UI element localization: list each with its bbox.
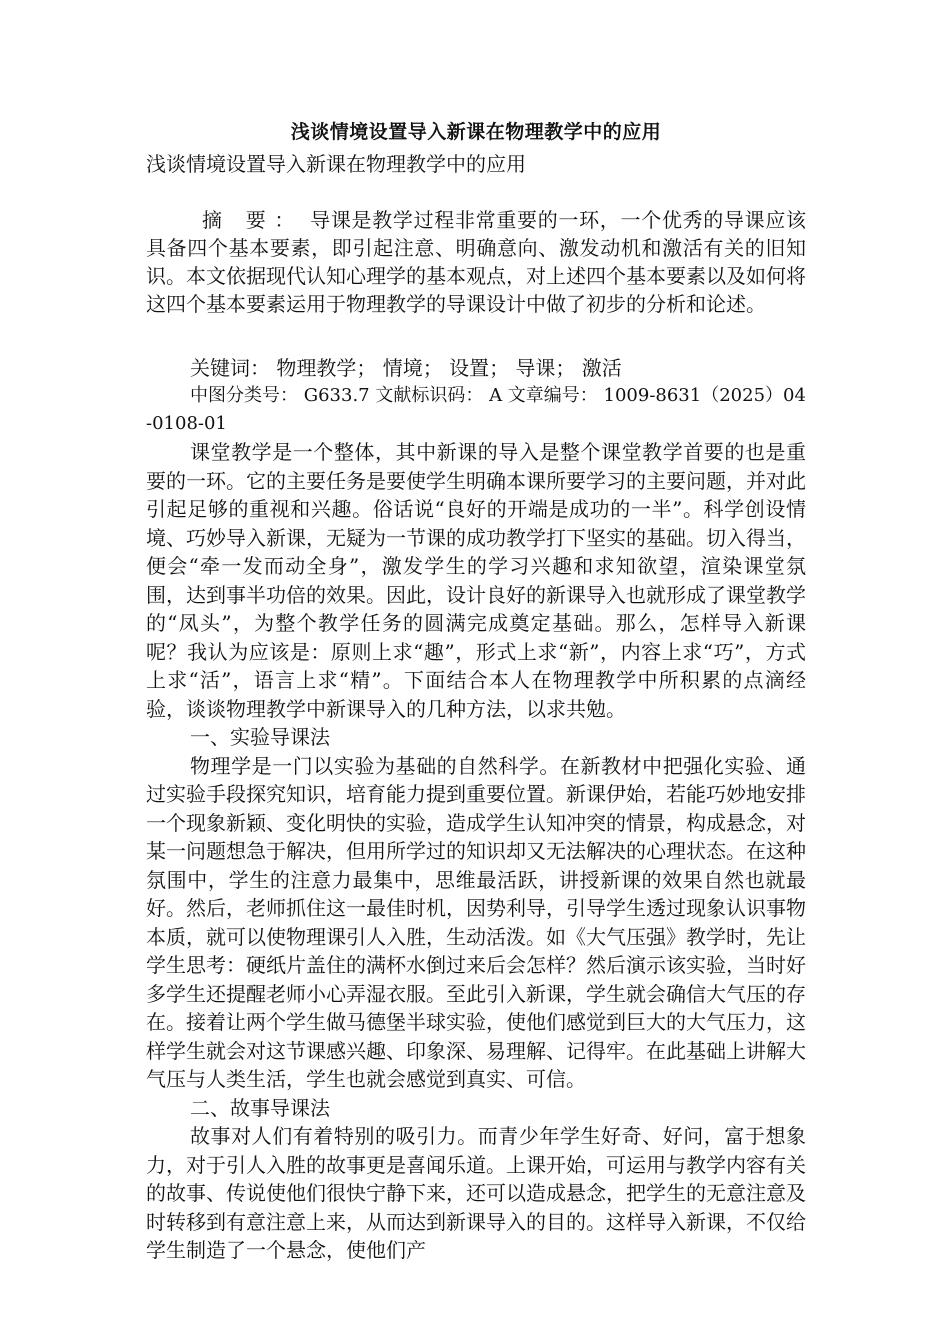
intro-paragraph: 课堂教学是一个整体，其中新课的导入是整个课堂教学首要的也是重要的一环。它的主要任务是要使学生明确本课所要学习的主要问题，并对此引起足够的重视和兴趣。俗话说“良好的开端是成功的一半”。科学创设情境、巧妙导入新课，无疑为一节课的成功教学打下坚实的基础。切入得当，便会“牵一发而动全身”，激发学生的学习兴趣和求知欲望，渲染课堂氛围，达到事半功倍的效果。因此，设计良好的新课导入也就形成了课堂教学的“凤头”，为整个教学任务的圆满完成奠定基础。那么，怎样导入新课呢？我认为应该是：原则上求“趣”，形式上求“新”，内容上求“巧”，方式上求“活”，语言上求“精”。下面结合本人在物理教学中所积累的点滴经验，谈谈物理教学中新课导入的几种方法，以求共勉。 [146,440,806,721]
keywords: 关键词： 物理教学； 情境； 设置； 导课； 激活 [190,356,622,380]
section-paragraph-experiment: 物理学是一门以实验为基础的自然科学。在新教材中把强化实验、通过实验手段探究知识，培育能力提到重要位置。新课伊始，若能巧妙地安排一个现象新颖、变化明快的实验，造成学生认知冲突的情景，构成悬念，对某一问题想急于解决，但用所学过的知识却又无法解决的心理状态。在这种氛围中，学生的注意力最集中，思维最活跃，讲授新课的效果自然也就最好。然后，老师抓住这一最佳时机，因势利导，引导学生透过现象认识事物本质，就可以使物理课引人入胜，生动活泼。如《大气压强》教学时，先让学生思考：硬纸片盖住的满杯水倒过来后会怎样？然后演示该实验，当时好多学生还提醒老师小心弄湿衣服。至此引入新课，学生就会确信大气压的存在。接着让两个学生做马德堡半球实验，使他们感觉到巨大的大气压力，这样学生就会对这节课感兴趣、印象深、易理解、记得牢。在此基础上讲解大气压与人类生活，学生也就会感觉到真实、可信。 [146,753,806,1091]
abstract-label: 摘 要： [202,208,304,232]
section-paragraph-story: 故事对人们有着特别的吸引力。而青少年学生好奇、好问，富于想象力，对于引人入胜的故事更是喜闻乐道。上课开始，可运用与教学内容有关的故事、传说使他们很快宁静下来，还可以造成悬念，把学生的无意注意及时转移到有意注意上来，从而达到新课导入的目的。这样导入新课，不仅给学生制造了一个悬念，使他们产 [146,1124,806,1262]
classification-line: 中图分类号： G633.7 文献标识码： A 文章编号： 1009-8631（2025）04-0108-01 [146,385,806,434]
abstract-text: 导课是教学过程非常重要的一环，一个优秀的导课应该具备四个基本要素，即引起注意、明确意向、激发动机和激活有关的旧知识。本文依据现代认知心理学的基本观点，对上述四个基本要素以及如何将这四个基本要素运用于物理教学的导课设计中做了初步的分析和论述。 [146,208,807,316]
document-subtitle: 浅谈情境设置导入新课在物理教学中的应用 [146,152,526,176]
document-page [146,118,806,1265]
document-title: 浅谈情境设置导入新课在物理教学中的应用 [290,121,662,143]
section-heading-story: 二、故事导课法 [190,1095,330,1120]
section-heading-experiment: 一、实验导课法 [190,725,330,749]
abstract [146,206,806,318]
